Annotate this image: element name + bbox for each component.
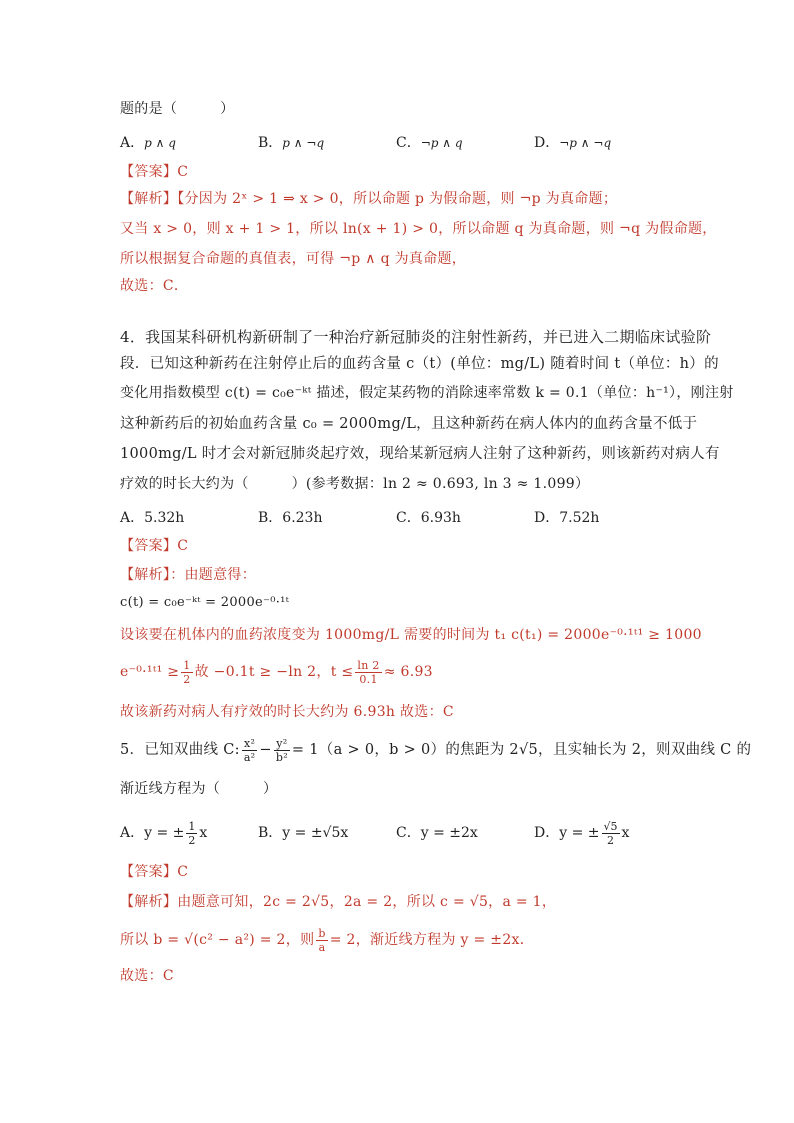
q5-option-d[interactable]: D．y = ± $\frac{√5}{2}$ x [534, 819, 630, 847]
q5-stem-line-1: 5．已知双曲线 C: $\frac{\text{x²}}{\text{a²}}$ − $\frac{\text{y²}}{\text{b²}}$ = 1（a > 0，b > 0）的焦距为 2√5，且实轴长为 2，则双曲线 C 的 [120, 736, 752, 764]
q4-stem-line-5: 1000mg/L 时才会对新冠肺炎起疗效，现给某新冠病人注射了这种新药，则该新药对病人有 [120, 446, 720, 462]
q3-analysis-line-2: 又当 x > 0，则 x + 1 > 1，所以 ln(x + 1) > 0，所以命题 q 为真命题，则 ¬q 为假命题， [120, 221, 717, 237]
q3-analysis-line-3: 所以根据复合命题的真值表，可得 ¬p ∧ q 为真命题， [120, 251, 467, 267]
q5-option-d-fraction: $\frac{√5}{2}$ [603, 819, 618, 847]
q3-conclusion: 故选：C． [120, 278, 189, 294]
q4-analysis-label: 【解析】：由题意得： [120, 567, 256, 583]
q5-option-a[interactable]: A．y = ± $\frac{1}{2}$ x [120, 819, 208, 847]
q3-option-c[interactable]: C．¬p ∧ q [396, 135, 463, 151]
q4-stem-line-1: 4．我国某科研机构新研制了一种治疗新冠肺炎的注射性新药，并已进入二期临床试验阶 [120, 328, 712, 346]
q3-option-d[interactable]: D．¬p ∧ ¬q [534, 135, 612, 151]
q5-answer: 【答案】C [120, 864, 189, 880]
q5-stem-line-2: 渐近线方程为（ ） [120, 781, 278, 797]
q4-option-c[interactable]: C．6.93h [396, 510, 461, 526]
q4-conclusion: 故该新药对病人有疗效的时长大约为 6.93h 故选：C [120, 704, 454, 720]
q4-option-d[interactable]: D．7.52h [534, 510, 600, 526]
q4-fraction-ln2: $\frac{\ln 2}{0.1}$ [357, 658, 380, 686]
q4-stem-line-2: 段．已知这种新药在注射停止后的血药含量 c（t）(单位：mg/L) 随着时间 t（单位：h）的 [120, 356, 719, 372]
q5-analysis-line-1: 【解析】由题意可知，2c = 2√5，2a = 2，所以 c = √5，a = 1， [120, 894, 557, 910]
q4-option-a[interactable]: A．5.32h [120, 510, 185, 526]
q5-analysis-line-2: 所以 b = √(c² − a²) = 2，则 $\frac{b}{a}$ = 2，渐近线方程为 y = ±2x． [120, 926, 535, 954]
q5-option-c[interactable]: C．y = ±2x [396, 825, 478, 841]
q4-formula-1: c(t) = c₀e⁻ᵏᵗ = 2000e⁻⁰·¹ᵗ [120, 595, 290, 610]
q5-fraction-ba: $\frac{b}{a}$ [318, 926, 326, 954]
q5-fraction-y2b2: $\frac{\text{y²}}{\text{b²}}$ [275, 736, 288, 764]
q4-stem-line-6: 疗效的时长大约为（ ）(参考数据：ln 2 ≈ 0.693, ln 3 ≈ 1.099） [120, 476, 590, 492]
q4-option-b[interactable]: B．6.23h [258, 510, 323, 526]
q4-stem-line-3: 变化用指数模型 c(t) = c₀e⁻ᵏᵗ 描述，假定某药物的消除速率常数 k = 0.1（单位：h⁻¹），刚注射 [120, 385, 734, 401]
q4-step-1: 设该要在机体内的血药浓度变为 1000mg/L 需要的时间为 t₁ c(t₁) = 2000e⁻⁰·¹ᵗ¹ ≥ 1000 [120, 627, 702, 643]
q4-answer: 【答案】C [120, 538, 189, 554]
q4-stem-line-4: 这种新药后的初始血药含量 c₀ = 2000mg/L，且这种新药在病人体内的血药含量不低于 [120, 416, 698, 432]
q5-option-a-fraction: $\frac{1}{2}$ [188, 819, 196, 847]
q3-answer: 【答案】C [120, 164, 189, 180]
q3-option-a[interactable]: A．p ∧ q [120, 135, 176, 151]
q5-conclusion: 故选：C [120, 968, 174, 984]
q3-analysis-line-1: 【解析】【分因为 2ˣ > 1 ⇒ x > 0，所以命题 p 为假命题，则 ¬p 为真命题； [120, 191, 618, 207]
q5-option-b[interactable]: B．y = ±√5x [258, 825, 349, 841]
q4-fraction-half: $\frac{1}{2}$ [183, 658, 191, 686]
q3-stem-tail: 题的是（ ） [120, 101, 235, 117]
q4-step-2: e⁻⁰·¹ᵗ¹ ≥ $\frac{1}{2}$ 故 −0.1t ≥ −ln 2，t ≤ $\frac{\ln 2}{0.1}$ ≈ 6.93 [120, 658, 433, 686]
q3-option-b[interactable]: B．p ∧ ¬q [258, 135, 325, 151]
q5-fraction-x2a2: $\frac{\text{x²}}{\text{a²}}$ [243, 736, 256, 764]
